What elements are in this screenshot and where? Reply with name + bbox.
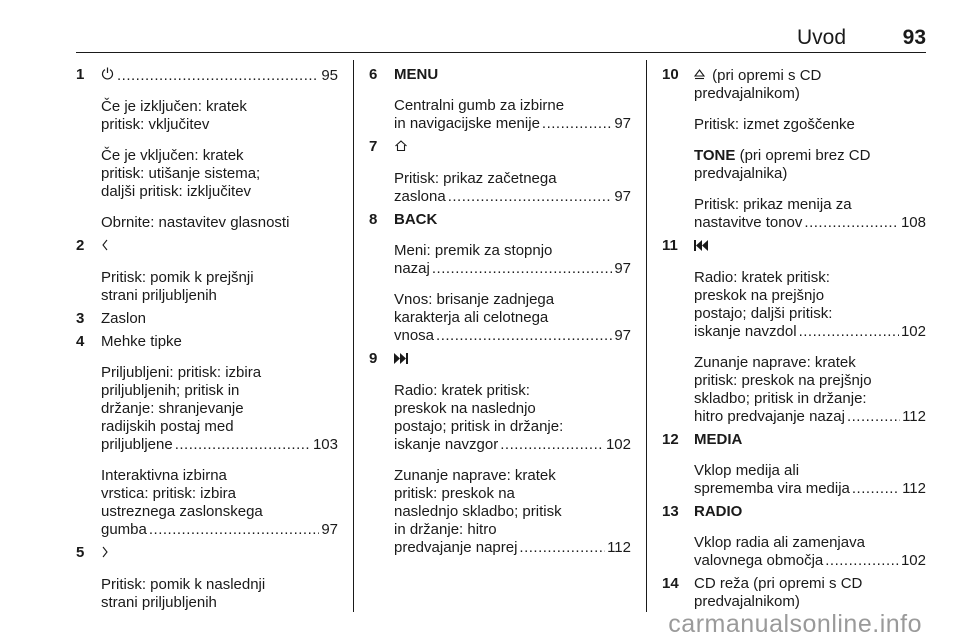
text-line: (pri opremi brez CD xyxy=(739,147,871,164)
description xyxy=(694,354,926,426)
item-number: 7 xyxy=(369,138,378,155)
list-item-13 xyxy=(662,503,926,570)
page-ref: 112 xyxy=(902,480,926,497)
text-line: Vklop medija ali xyxy=(694,462,800,479)
description xyxy=(394,170,631,206)
list-item-2 xyxy=(76,237,338,305)
text-line: Zunanje naprave: kratek xyxy=(394,467,556,484)
text-line: Radio: kratek pritisk: xyxy=(694,269,830,286)
text-line: Če je izključen: kratek xyxy=(101,98,247,115)
list-item-11 xyxy=(662,237,926,426)
text-line: Pritisk: pomik k prejšnji xyxy=(101,269,254,286)
description xyxy=(101,269,338,305)
text-line: hitro predvajanje nazaj xyxy=(694,408,845,425)
text-line: in navigacijske menije xyxy=(394,115,540,132)
item-label: BACK xyxy=(394,211,438,228)
description xyxy=(101,147,338,201)
text-line: Pritisk: prikaz začetnega xyxy=(394,170,557,187)
description xyxy=(694,269,926,341)
column-divider xyxy=(353,60,354,612)
item-number: 1 xyxy=(76,66,85,83)
text-line: valovnega območja xyxy=(694,552,824,569)
item-number: 8 xyxy=(369,211,378,228)
item-label: MENU xyxy=(394,66,439,83)
column-divider xyxy=(646,60,647,612)
text-line: pritisk: preskok na prejšnjo xyxy=(694,372,872,389)
text-line: pritisk: utišanje sistema; xyxy=(101,165,261,182)
item-label: MEDIA xyxy=(694,431,743,448)
description xyxy=(101,98,338,134)
text-line: in držanje: hitro xyxy=(394,521,497,538)
text-line: preskok na prejšnjo xyxy=(694,287,825,304)
text-line: predvajalnikom) xyxy=(694,593,800,610)
text-line: vrstica: pritisk: izbira xyxy=(101,485,237,502)
text-line: skladbo; pritisk in držanje: xyxy=(694,390,867,407)
text-line: predvajalnikom) xyxy=(694,85,800,102)
item-number: 4 xyxy=(76,333,85,350)
list-item-1 xyxy=(76,66,338,232)
page-header xyxy=(76,26,926,52)
watermark: carmanualsonline.info xyxy=(668,610,922,638)
text-line: pritisk: preskok na xyxy=(394,485,515,502)
page-ref: 102 xyxy=(900,552,926,569)
text-line: postajo; daljši pritisk: xyxy=(694,305,833,322)
page-ref: 97 xyxy=(614,188,631,205)
description xyxy=(394,291,631,345)
text-line: daljši pritisk: izključitev xyxy=(101,183,252,200)
text-line: karakterja ali celotnega xyxy=(394,309,549,326)
description xyxy=(394,242,631,278)
description xyxy=(694,196,926,232)
page-ref: 97 xyxy=(614,327,631,344)
page-number: 93 xyxy=(902,26,926,49)
text-line: Vnos: brisanje zadnjega xyxy=(394,291,555,308)
text-line: radijskih postaj med xyxy=(101,418,234,435)
item-label: (pri opremi s CD xyxy=(712,67,822,84)
text-line: Priljubljeni: pritisk: izbira xyxy=(101,364,262,381)
description xyxy=(101,576,338,612)
text-line: Pritisk: pomik k naslednji xyxy=(101,576,266,593)
text-line: Meni: premik za stopnjo xyxy=(394,242,553,259)
description xyxy=(394,467,631,557)
tone-label: TONE xyxy=(694,147,736,164)
text-line: Zunanje naprave: kratek xyxy=(694,354,856,371)
chevron-left-icon xyxy=(101,237,115,255)
list-item-10 xyxy=(662,66,926,232)
page-ref: 102 xyxy=(605,436,631,453)
item-number: 12 xyxy=(662,431,679,448)
description xyxy=(694,116,926,134)
list-item-3 xyxy=(76,310,338,328)
item-number: 5 xyxy=(76,544,85,561)
text-line: sprememba vira medija xyxy=(694,480,850,497)
text-line: preskok na naslednjo xyxy=(394,400,536,417)
page-ref: 112 xyxy=(607,539,631,556)
text-line: predvajalnika) xyxy=(694,165,788,182)
list-item-6 xyxy=(369,66,631,133)
page-ref: 103 xyxy=(312,436,338,453)
list-item-14 xyxy=(662,575,926,611)
text-line: Pritisk: izmet zgoščenke xyxy=(694,116,855,133)
description xyxy=(694,462,926,498)
list-item-12 xyxy=(662,431,926,498)
item-number: 14 xyxy=(662,575,679,592)
page-ref: 108 xyxy=(900,214,926,231)
page-ref: 102 xyxy=(900,323,926,340)
description xyxy=(694,147,926,183)
text-line: Interaktivna izbirna xyxy=(101,467,227,484)
item-number: 10 xyxy=(662,66,679,83)
text-line: gumba xyxy=(101,521,147,538)
list-item-9 xyxy=(369,350,631,557)
description xyxy=(101,467,338,539)
text-line: nazaj xyxy=(394,260,430,277)
page-ref: 97 xyxy=(321,521,338,538)
text-line: nastavitve tonov xyxy=(694,214,803,231)
page-ref: 97 xyxy=(614,115,631,132)
column-2 xyxy=(369,60,631,612)
text-line: priljubljene xyxy=(101,436,173,453)
text-line: iskanje navzdol xyxy=(694,323,797,340)
text-line: zaslona xyxy=(394,188,446,205)
text-line: priljubljenih; pritisk in xyxy=(101,382,240,399)
text-line: iskanje navzgor xyxy=(394,436,499,453)
text-line: ustreznega zaslonskega xyxy=(101,503,263,520)
page-ref: 97 xyxy=(614,260,631,277)
eject-icon xyxy=(694,66,708,84)
chevron-right-icon xyxy=(101,544,115,562)
item-number: 11 xyxy=(662,237,678,254)
list-item-4 xyxy=(76,333,338,539)
list-item-5 xyxy=(76,544,338,612)
header-rule xyxy=(76,52,926,53)
description xyxy=(394,382,631,454)
skip-back-icon xyxy=(694,237,708,255)
text-line: pritisk: vključitev xyxy=(101,116,210,133)
text-line: Radio: kratek pritisk: xyxy=(394,382,530,399)
text-line: naslednjo skladbo; pritisk xyxy=(394,503,562,520)
text-line: vnosa xyxy=(394,327,435,344)
list-item-7 xyxy=(369,138,631,206)
text-line: strani priljubljenih xyxy=(101,594,217,611)
item-number: 6 xyxy=(369,66,378,83)
description xyxy=(101,214,338,232)
text-line: postajo; pritisk in držanje: xyxy=(394,418,564,435)
text-line: Če je vključen: kratek xyxy=(101,147,244,164)
section-title: Uvod xyxy=(796,26,846,49)
list-item-8 xyxy=(369,211,631,345)
item-number: 13 xyxy=(662,503,679,520)
text-line: držanje: shranjevanje xyxy=(101,400,244,417)
home-icon xyxy=(394,138,408,156)
text-line: strani priljubljenih xyxy=(101,287,217,304)
column-1 xyxy=(76,60,338,612)
item-label: Mehke tipke xyxy=(101,333,182,350)
description xyxy=(394,97,631,133)
page-ref: 112 xyxy=(902,408,926,425)
text-line: Vklop radia ali zamenjava xyxy=(694,534,865,551)
item-label: CD reža (pri opremi s CD xyxy=(694,575,863,592)
item-label: Zaslon xyxy=(101,310,147,327)
column-3 xyxy=(662,60,926,612)
page-ref: 95 xyxy=(321,67,338,84)
text-line: predvajanje naprej xyxy=(394,539,518,556)
text-line: Centralni gumb za izbirne xyxy=(394,97,565,114)
skip-forward-icon xyxy=(394,350,408,368)
item-number: 9 xyxy=(369,350,378,367)
text-line: Obrnite: nastavitev glasnosti xyxy=(101,214,290,231)
item-number: 2 xyxy=(76,237,85,254)
description xyxy=(694,534,926,570)
power-icon xyxy=(101,66,115,84)
text-line: Pritisk: prikaz menija za xyxy=(694,196,852,213)
description xyxy=(101,364,338,454)
item-label: RADIO xyxy=(694,503,743,520)
item-number: 3 xyxy=(76,310,85,327)
